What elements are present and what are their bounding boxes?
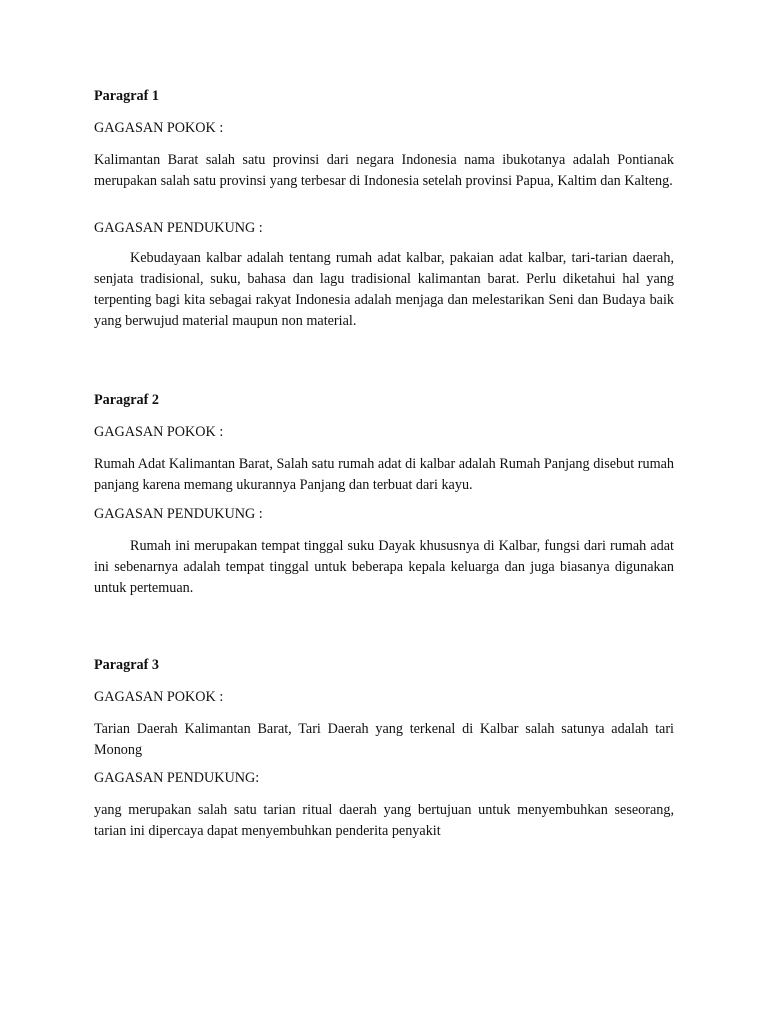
section-3-pokok-label: GAGASAN POKOK : bbox=[94, 689, 224, 705]
section-2-pokok-text: Rumah Adat Kalimantan Barat, Salah satu rumah adat di kalbar adalah Rumah Panjang disebut rumah panjang karena memang ukurannya Panjang dan terbuat dari kayu. bbox=[94, 456, 674, 493]
section-2-pendukung-text: Rumah ini merupakan tempat tinggal suku Dayak khususnya di Kalbar, fungsi dari rumah adat ini sebenarnya adalah tempat tinggal untuk beberapa kepala keluarga dan juga biasanya digunakan untuk pertemuan. bbox=[94, 538, 674, 596]
section-1-pokok-text: Kalimantan Barat salah satu provinsi dari negara Indonesia nama ibukotanya adalah Pontianak merupakan salah satu provinsi yang terbesar di Indonesia setelah provinsi Papua, Kaltim dan Kalteng. bbox=[94, 152, 674, 189]
section-3-heading: Paragraf 3 bbox=[94, 657, 160, 673]
section-3-pokok-text: Tarian Daerah Kalimantan Barat, Tari Daerah yang terkenal di Kalbar salah satunya adalah tari Monong bbox=[94, 721, 674, 758]
section-1-pokok-label: GAGASAN POKOK : bbox=[94, 120, 224, 136]
section-1-heading: Paragraf 1 bbox=[94, 88, 160, 104]
section-2-pokok-label: GAGASAN POKOK : bbox=[94, 424, 224, 440]
section-2-heading: Paragraf 2 bbox=[94, 392, 160, 408]
section-1-pendukung-text: Kebudayaan kalbar adalah tentang rumah adat kalbar, pakaian adat kalbar, tari-tarian daerah, senjata tradisional, suku, bahasa dan lagu tradisional kalimantan barat. Perlu diketahui hal yang terpenting bagi kita sebagai rakyat Indonesia adalah menjaga dan melestarikan Seni dan Budaya baik yang berwujud material maupun non material. bbox=[94, 250, 674, 329]
section-2-pendukung-label: GAGASAN PENDUKUNG : bbox=[94, 506, 263, 522]
section-3-pendukung-text: yang merupakan salah satu tarian ritual daerah yang bertujuan untuk menyembuhkan seseorang, tarian ini dipercaya dapat menyembuhkan penderita penyakit bbox=[94, 802, 674, 839]
section-1-pendukung-label: GAGASAN PENDUKUNG : bbox=[94, 220, 263, 236]
section-3-pendukung-label: GAGASAN PENDUKUNG: bbox=[94, 770, 260, 786]
